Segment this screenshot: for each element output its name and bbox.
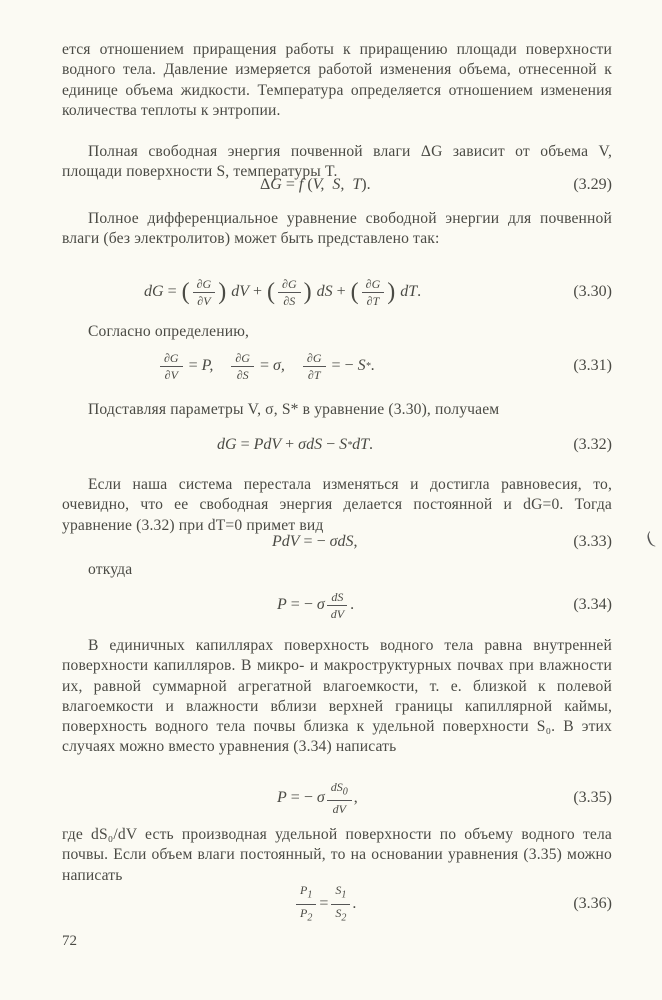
equation-3-36 <box>62 884 612 924</box>
paragraph-capillaries <box>62 636 612 758</box>
equation-number: (3.32) <box>573 436 612 453</box>
equation-3-30 <box>62 272 612 312</box>
equation-3-33 <box>62 522 612 562</box>
paragraph-text: Если наша система перестала изменяться и достигла равновесия, то, очевидно, что ее свободная энергия делается постоянной и dG=0. Тогда уравнение (3.32) при dT=0 примет вид <box>62 476 612 534</box>
equation-body: P = − σ $\frac{dS_0}{dV}$ , <box>277 779 358 817</box>
equation-body: Δ G = f ( V, S, T ). <box>260 176 371 193</box>
equation-3-32 <box>62 425 612 465</box>
paragraph-text: откуда <box>88 561 133 578</box>
equation-3-31 <box>62 346 612 386</box>
equation-body: dG = ( $\frac{\partial G}{\partial V}$ ) dV + ( $\frac{\partial G}{\partial S}$ ) dS + ( $\frac{\partial G}{\partial T}$ ) dT . <box>144 276 422 308</box>
paragraph-text: где dS₀/dV есть производная удельной поверхности по объему водного тела почвы. Если объем влаги постоянный, то на основании уравнения (3.35) можно написать <box>62 826 612 884</box>
equation-body: PdV = − σdS , <box>272 533 358 550</box>
paragraph-derivative <box>62 825 612 886</box>
equation-number: (3.29) <box>573 176 612 193</box>
paragraph-continuation <box>62 40 612 121</box>
equation-3-35 <box>62 778 612 818</box>
equation-number: (3.35) <box>573 789 612 806</box>
paragraph-whence <box>88 560 638 580</box>
equation-number: (3.33) <box>573 533 612 550</box>
equation-3-34 <box>62 585 612 625</box>
equation-number: (3.31) <box>573 357 612 374</box>
paragraph-text: Подставляя параметры V, σ, S* в уравнение (3.30), получаем <box>88 401 500 418</box>
paragraph-text: Полная свободная энергия почвенной влаги ΔG зависит от объема V, площади поверхности S, температуры T. <box>62 143 612 181</box>
equation-body: dG = PdV + σdS − S * dT . <box>217 436 373 453</box>
page-number: 72 <box>62 933 77 949</box>
equation-3-29 <box>62 165 612 205</box>
paragraph-text: Согласно определению, <box>88 323 250 340</box>
paragraph-text: Полное дифференциальное уравнение свободной энергии для почвенной влаги (без электролитов) может быть представлено так: <box>62 210 612 248</box>
equation-body: $\frac{P_1}{P_2}$ = $\frac{S_1}{S_2}$ . <box>294 883 356 925</box>
equation-number: (3.34) <box>573 596 612 613</box>
paragraph-differential <box>62 209 612 250</box>
paragraph-text: ется отношением приращения работы к приращению площади поверхности водного тела. Давление измеряется работой изменения объема, отнесенной к единице объема жидкости. Температура определяется отношением изменения количества теплоты к энтропии. <box>62 41 612 119</box>
paragraph-substitution <box>62 400 612 420</box>
equation-body: $\frac{\partial G}{\partial V}$ = P, $\frac{\partial G}{\partial S}$ = σ, $\frac{\partial G}{\partial T}$ = − S * . <box>158 351 375 382</box>
equation-body: P = − σ $\frac{dS}{dV}$ . <box>277 589 355 621</box>
equation-number: (3.36) <box>573 895 612 912</box>
paragraph-text: В единичных капиллярах поверхность водного тела равна внутренней поверхности капилляров. В микро- и макроструктурных почвах при влажности их, равной суммарной агрегатной влагоемкости, т. е. близкой к полевой влагоемкости и влажности вблизи верхней границы капиллярной каймы, поверхность водного тела почвы близка к удельной поверхности S₀. В этих случаях можно вместо уравнения (3.34) написать <box>62 637 612 756</box>
margin-pencil-mark: ( <box>643 527 657 549</box>
equation-number: (3.30) <box>573 283 612 300</box>
paragraph-definition <box>62 322 612 342</box>
